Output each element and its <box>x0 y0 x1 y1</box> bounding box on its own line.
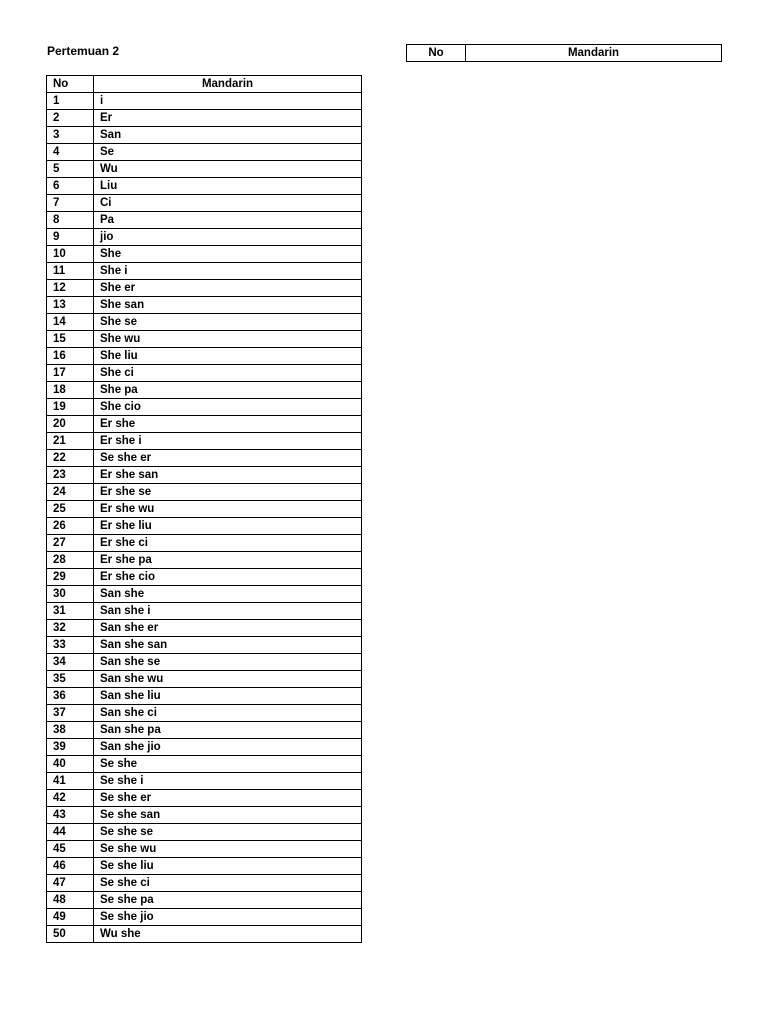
row-number: 27 <box>47 535 94 552</box>
row-number: 15 <box>47 331 94 348</box>
row-mandarin: Se she jio <box>94 909 362 926</box>
table-row <box>47 127 362 144</box>
row-mandarin: Er she i <box>94 433 362 450</box>
table-row <box>47 722 362 739</box>
row-number: 46 <box>47 858 94 875</box>
row-mandarin: San she jio <box>94 739 362 756</box>
row-mandarin: She <box>94 246 362 263</box>
row-mandarin: San she se <box>94 654 362 671</box>
table-row <box>47 178 362 195</box>
table-row <box>47 671 362 688</box>
table-row <box>47 314 362 331</box>
row-number: 1 <box>47 93 94 110</box>
row-number: 29 <box>47 569 94 586</box>
table-row <box>47 280 362 297</box>
row-number: 17 <box>47 365 94 382</box>
row-number: 13 <box>47 297 94 314</box>
table-row <box>47 586 362 603</box>
table-row <box>47 110 362 127</box>
table-row <box>47 637 362 654</box>
row-mandarin: Er she san <box>94 467 362 484</box>
row-mandarin: Se she se <box>94 824 362 841</box>
row-number: 41 <box>47 773 94 790</box>
row-mandarin: Er she wu <box>94 501 362 518</box>
row-number: 6 <box>47 178 94 195</box>
row-number: 11 <box>47 263 94 280</box>
row-mandarin: Wu she <box>94 926 362 943</box>
table-row <box>47 263 362 280</box>
row-mandarin: Ci <box>94 195 362 212</box>
row-mandarin: She cio <box>94 399 362 416</box>
row-number: 26 <box>47 518 94 535</box>
row-number: 2 <box>47 110 94 127</box>
row-number: 21 <box>47 433 94 450</box>
main-table-header-row <box>47 76 362 93</box>
row-mandarin: San she liu <box>94 688 362 705</box>
row-mandarin: Er she cio <box>94 569 362 586</box>
row-number: 42 <box>47 790 94 807</box>
row-number: 49 <box>47 909 94 926</box>
row-number: 31 <box>47 603 94 620</box>
row-number: 35 <box>47 671 94 688</box>
table-row <box>47 569 362 586</box>
table-row <box>47 161 362 178</box>
row-mandarin: She ci <box>94 365 362 382</box>
row-mandarin: Se she ci <box>94 875 362 892</box>
row-number: 23 <box>47 467 94 484</box>
table-row <box>47 603 362 620</box>
row-number: 39 <box>47 739 94 756</box>
table-row <box>47 144 362 161</box>
table-row <box>47 399 362 416</box>
row-number: 14 <box>47 314 94 331</box>
table-row <box>47 620 362 637</box>
row-number: 10 <box>47 246 94 263</box>
row-number: 44 <box>47 824 94 841</box>
table-row <box>47 484 362 501</box>
table-row <box>47 518 362 535</box>
table-row <box>47 348 362 365</box>
row-mandarin: San she wu <box>94 671 362 688</box>
table-row <box>47 858 362 875</box>
page-title: Pertemuan 2 <box>47 44 120 58</box>
row-mandarin: San she <box>94 586 362 603</box>
row-number: 30 <box>47 586 94 603</box>
table-row <box>47 331 362 348</box>
row-mandarin: Se she <box>94 756 362 773</box>
row-mandarin: Er she liu <box>94 518 362 535</box>
row-mandarin: Er she se <box>94 484 362 501</box>
row-number: 50 <box>47 926 94 943</box>
side-table <box>406 44 722 62</box>
row-mandarin: Se she san <box>94 807 362 824</box>
row-mandarin: Liu <box>94 178 362 195</box>
row-mandarin: San she ci <box>94 705 362 722</box>
side-table-header-row <box>407 45 722 62</box>
row-number: 16 <box>47 348 94 365</box>
table-row <box>47 892 362 909</box>
table-row <box>47 195 362 212</box>
table-row <box>47 433 362 450</box>
row-number: 43 <box>47 807 94 824</box>
row-number: 37 <box>47 705 94 722</box>
table-row <box>47 501 362 518</box>
table-row <box>47 909 362 926</box>
main-table-header-mandarin: Mandarin <box>94 76 362 93</box>
row-number: 33 <box>47 637 94 654</box>
row-number: 48 <box>47 892 94 909</box>
row-number: 9 <box>47 229 94 246</box>
row-mandarin: She se <box>94 314 362 331</box>
row-mandarin: She i <box>94 263 362 280</box>
row-number: 7 <box>47 195 94 212</box>
row-number: 8 <box>47 212 94 229</box>
row-number: 40 <box>47 756 94 773</box>
row-mandarin: Se she pa <box>94 892 362 909</box>
row-mandarin: Wu <box>94 161 362 178</box>
row-number: 22 <box>47 450 94 467</box>
row-number: 3 <box>47 127 94 144</box>
table-row <box>47 739 362 756</box>
table-row <box>47 875 362 892</box>
side-table-header-mandarin: Mandarin <box>466 45 722 62</box>
table-row <box>47 382 362 399</box>
row-mandarin: Er <box>94 110 362 127</box>
row-number: 28 <box>47 552 94 569</box>
row-mandarin: She er <box>94 280 362 297</box>
row-mandarin: i <box>94 93 362 110</box>
table-row <box>47 552 362 569</box>
row-number: 25 <box>47 501 94 518</box>
table-row <box>47 450 362 467</box>
table-row <box>47 654 362 671</box>
table-row <box>47 926 362 943</box>
row-mandarin: Er she ci <box>94 535 362 552</box>
main-table-body <box>47 93 362 943</box>
table-row <box>47 93 362 110</box>
row-mandarin: San she san <box>94 637 362 654</box>
row-number: 18 <box>47 382 94 399</box>
row-number: 24 <box>47 484 94 501</box>
table-row <box>47 705 362 722</box>
row-number: 4 <box>47 144 94 161</box>
row-number: 32 <box>47 620 94 637</box>
row-mandarin: She san <box>94 297 362 314</box>
row-number: 19 <box>47 399 94 416</box>
table-row <box>47 688 362 705</box>
table-row <box>47 773 362 790</box>
row-number: 5 <box>47 161 94 178</box>
row-mandarin: She wu <box>94 331 362 348</box>
table-row <box>47 824 362 841</box>
table-row <box>47 416 362 433</box>
table-row <box>47 229 362 246</box>
row-mandarin: Er she pa <box>94 552 362 569</box>
row-number: 34 <box>47 654 94 671</box>
table-row <box>47 212 362 229</box>
table-row <box>47 807 362 824</box>
row-mandarin: Se she i <box>94 773 362 790</box>
row-mandarin: Er she <box>94 416 362 433</box>
row-number: 45 <box>47 841 94 858</box>
table-row <box>47 535 362 552</box>
row-mandarin: Se she wu <box>94 841 362 858</box>
table-row <box>47 790 362 807</box>
side-table-header-no: No <box>407 45 466 62</box>
table-row <box>47 841 362 858</box>
row-number: 20 <box>47 416 94 433</box>
row-number: 38 <box>47 722 94 739</box>
row-number: 36 <box>47 688 94 705</box>
row-mandarin: She liu <box>94 348 362 365</box>
main-table-header-no: No <box>47 76 94 93</box>
row-mandarin: Se <box>94 144 362 161</box>
row-mandarin: She pa <box>94 382 362 399</box>
row-mandarin: Se she er <box>94 790 362 807</box>
row-mandarin: jio <box>94 229 362 246</box>
row-mandarin: San <box>94 127 362 144</box>
row-number: 47 <box>47 875 94 892</box>
row-mandarin: Se she liu <box>94 858 362 875</box>
table-row <box>47 467 362 484</box>
main-table <box>46 75 362 943</box>
row-mandarin: Pa <box>94 212 362 229</box>
table-row <box>47 756 362 773</box>
row-mandarin: San she er <box>94 620 362 637</box>
table-row <box>47 365 362 382</box>
table-row <box>47 246 362 263</box>
row-mandarin: Se she er <box>94 450 362 467</box>
row-mandarin: San she i <box>94 603 362 620</box>
row-mandarin: San she pa <box>94 722 362 739</box>
row-number: 12 <box>47 280 94 297</box>
table-row <box>47 297 362 314</box>
